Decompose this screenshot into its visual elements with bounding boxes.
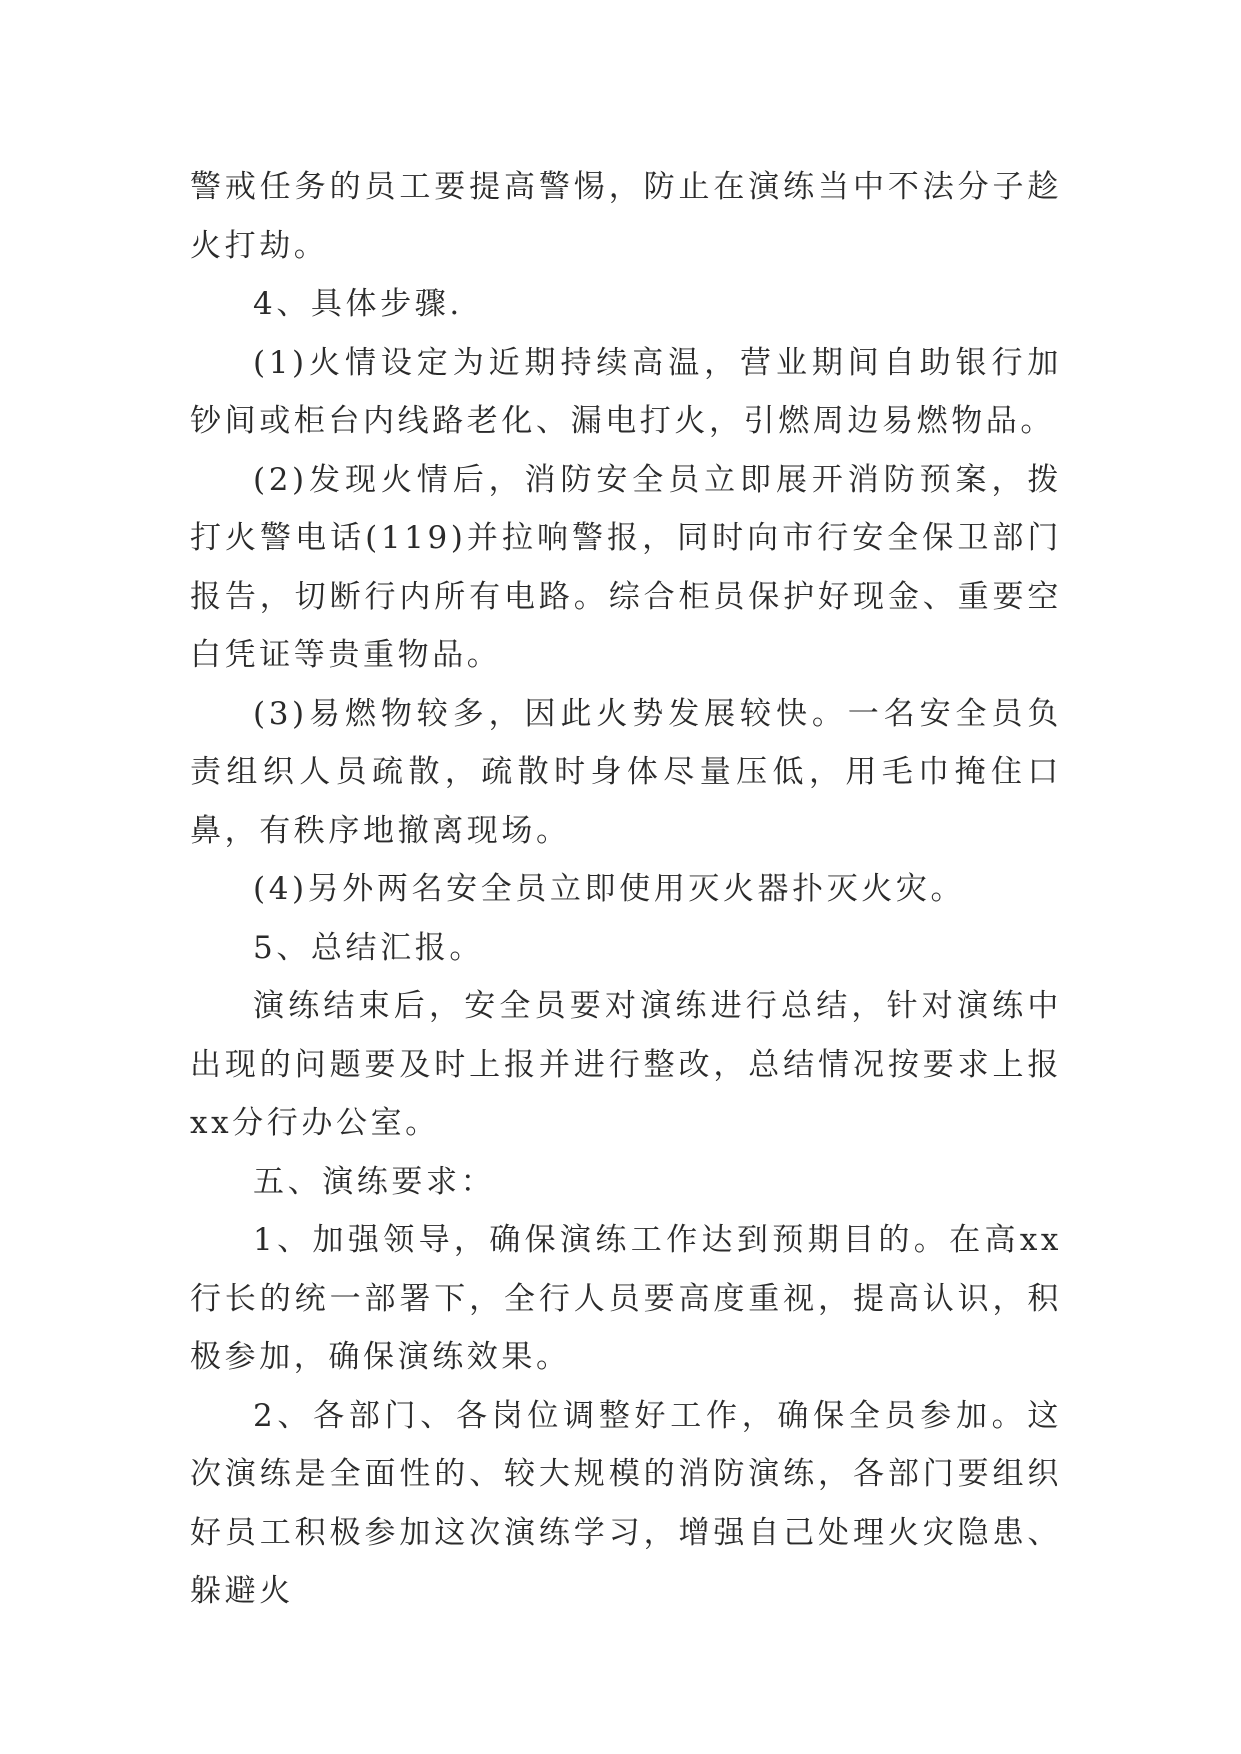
paragraph-4: (2)发现火情后，消防安全员立即展开消防预案，拨打火警电话(119)并拉响警报，同时向市行安全保卫部门报告，切断行内所有电路。综合柜员保护好现金、重要空白凭证等贵重物品。: [190, 461, 1062, 673]
paragraph-8: 演练结束后，安全员要对演练进行总结，针对演练中出现的问题要及时上报并进行整改，总结情况按要求上报xx分行办公室。: [190, 988, 1062, 1141]
paragraph-11: 2、各部门、各岗位调整好工作，确保全员参加。这次演练是全面性的、较大规模的消防演练，各部门要组织好员工积极参加这次演练学习，增强自己处理火灾隐患、躲避火: [190, 1397, 1062, 1609]
paragraph-10: 1、加强领导，确保演练工作达到预期目的。在高xx行长的统一部署下，全行人员要高度重视，提高认识，积极参加，确保演练效果。: [190, 1222, 1062, 1375]
paragraph-1: 警戒任务的员工要提高警惕，防止在演练当中不法分子趁火打劫。: [190, 169, 1062, 264]
paragraph-9: 五、演练要求：: [253, 1163, 496, 1200]
paragraph-5: (3)易燃物较多，因此火势发展较快。一名安全员负责组织人员疏散，疏散时身体尽量压低，用毛巾掩住口鼻，有秩序地撤离现场。: [190, 695, 1062, 849]
document-body: [190, 158, 1062, 1621]
paragraph-2: 4、具体步骤.: [253, 286, 463, 322]
paragraph-3: (1)火情设定为近期持续高温，营业期间自助银行加钞间或柜台内线路老化、漏电打火，引燃周边易燃物品。: [190, 344, 1062, 439]
paragraph-7: 5、总结汇报。: [253, 929, 484, 966]
paragraph-6: (4)另外两名安全员立即使用灭火器扑灭火灾。: [253, 871, 966, 907]
